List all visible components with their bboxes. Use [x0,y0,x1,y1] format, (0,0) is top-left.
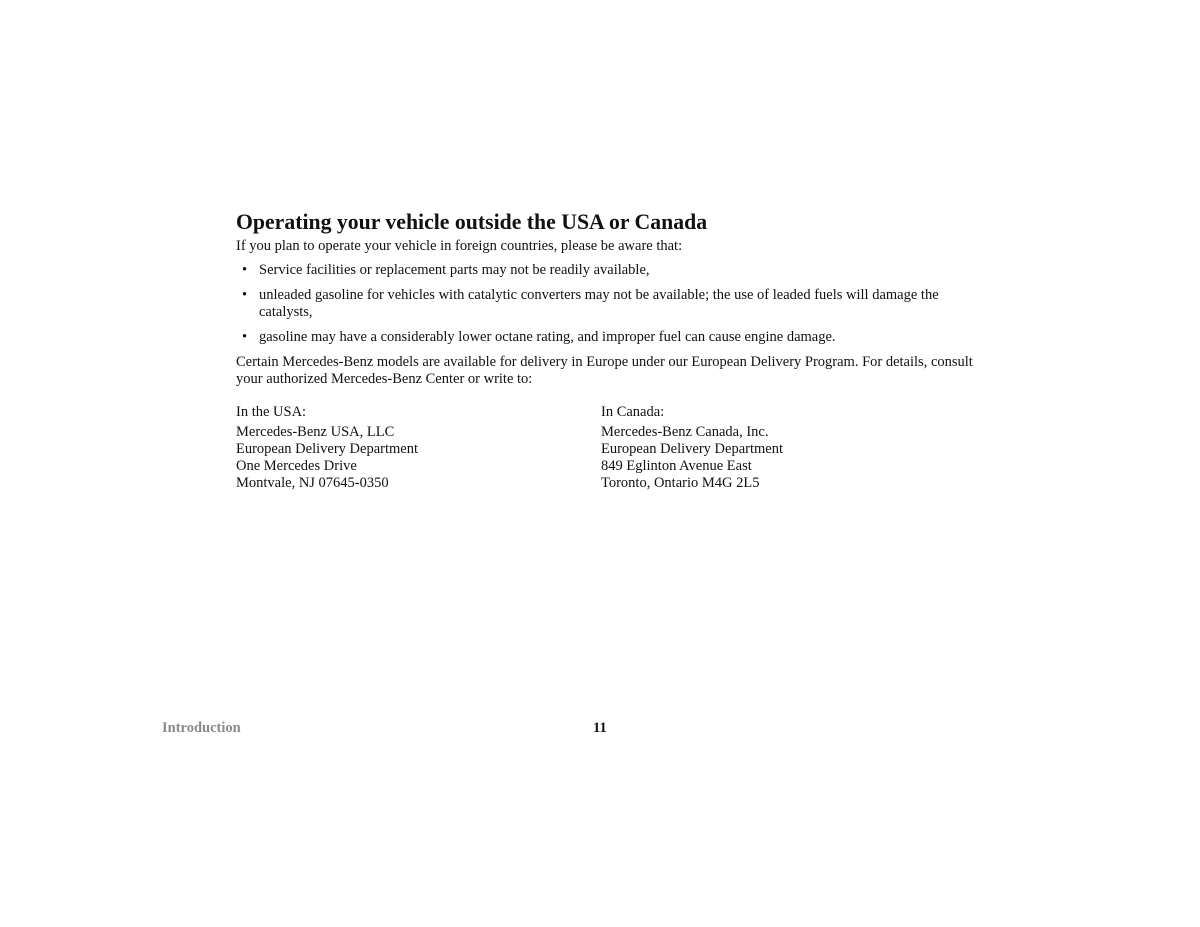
address-line: One Mercedes Drive [236,458,357,474]
address-line: Montvale, NJ 07645-0350 [236,475,389,491]
bullet-text: gasoline may have a considerably lower octane rating, and improper fuel can cause engine damage. [259,329,836,345]
bullet-list [236,262,976,346]
usa-address [236,404,566,492]
bullet-text: unleaded gasoline for vehicles with catalytic converters may not be available; the use of leaded fuels will damage the catalysts, [259,287,939,320]
canada-address-label: In Canada: [601,404,665,420]
address-line: Toronto, Ontario M4G 2L5 [601,475,760,491]
intro-paragraph: If you plan to operate your vehicle in foreign countries, please be aware that: [236,238,683,254]
address-line: Mercedes-Benz USA, LLC [236,424,395,440]
delivery-paragraph: Certain Mercedes-Benz models are available for delivery in Europe under our European Delivery Program. For details, consult your authorized Mercedes-Benz Center or write to: [236,354,973,387]
footer-section-name: Introduction [162,720,241,736]
bullet-icon: • [242,329,248,345]
bullet-icon: • [242,287,248,303]
bullet-icon: • [242,262,248,278]
canada-address [601,404,931,492]
section-heading: Operating your vehicle outside the USA or Canada [236,210,708,234]
address-line: 849 Eglinton Avenue East [601,458,752,474]
list-item [236,262,976,279]
address-line: European Delivery Department [236,441,418,457]
bullet-text: Service facilities or replacement parts may not be readily available, [259,262,650,278]
main-content [236,210,976,494]
usa-address-label: In the USA: [236,404,307,420]
page-number: 11 [593,720,607,736]
list-item [236,287,976,321]
address-line: Mercedes-Benz Canada, Inc. [601,424,769,440]
address-block [236,404,976,494]
address-line: European Delivery Department [601,441,783,457]
list-item [236,329,976,346]
